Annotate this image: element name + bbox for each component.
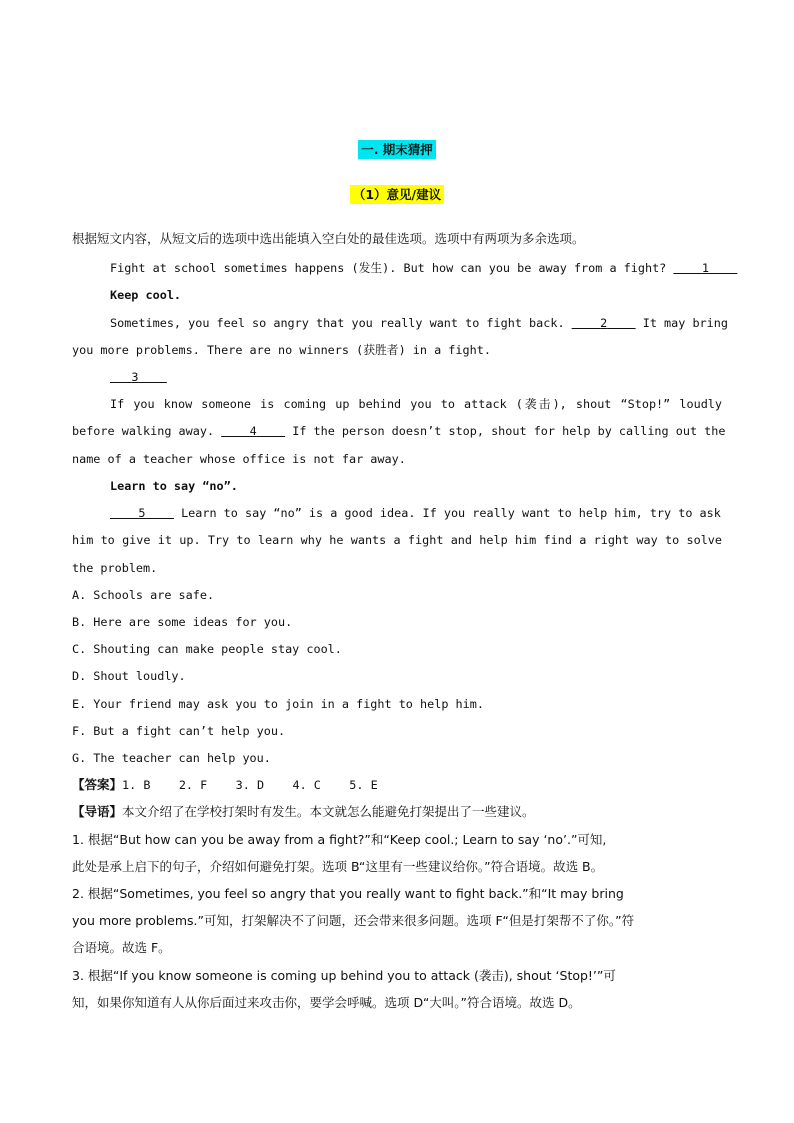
explanation-line: 2. 根据“Sometimes, you feel so angry that you really want to fight back.”和“It may bring xyxy=(72,886,624,901)
explanation-line: 3. 根据“If you know someone is coming up behind you to attack (袭击), shout ‘Stop!’”可 xyxy=(72,968,616,983)
blank-1: 1 xyxy=(701,261,709,275)
guide-line: 【导语】本文介绍了在学校打架时有发生。本文就怎么能避免打架提出了一些建议。 xyxy=(72,804,535,819)
option-e: E. Your friend may ask you to join in a fight to help him. xyxy=(72,697,484,711)
passage-line: before walking away. 4 If the person doesn’t stop, shout for help by calling out the xyxy=(72,424,726,438)
option-b: B. Here are some ideas for you. xyxy=(72,615,293,629)
explanation-line: 知，如果你知道有人从你后面过来攻击你，要学会呼喊。选项 D“大叫。”符合语境。故选 D。 xyxy=(72,995,581,1010)
passage-line: him to give it up. Try to learn why he wants a fight and help him find a right way to solve xyxy=(72,533,722,547)
section-heading: 一. 期末猜押 xyxy=(0,140,794,158)
passage-line: the problem. xyxy=(72,561,158,575)
passage-line: Fight at school sometimes happens (发生). But how can you be away from a fight? 1 xyxy=(110,260,722,276)
passage-line: you more problems. There are no winners (获胜者) in a fight. xyxy=(72,343,491,357)
passage-line xyxy=(110,369,722,385)
option-f: F. But a fight can’t help you. xyxy=(72,724,286,738)
passage-line: Sometimes, you feel so angry that you really want to fight back. 2 It may bring xyxy=(110,316,728,330)
blank-2: 2 xyxy=(600,316,608,330)
blank-4: 4 xyxy=(249,424,257,438)
passage-line: If you know someone is coming up behind you to attack (袭击), shout “Stop!” loudly xyxy=(110,397,722,411)
subheading-keep-cool: Keep cool. xyxy=(110,288,182,302)
blank-3: 3 xyxy=(131,370,139,384)
passage-line: 5 Learn to say “no” is a good idea. If you really want to help him, try to ask xyxy=(110,505,722,521)
option-g: G. The teacher can help you. xyxy=(72,751,271,765)
blank-5: 5 xyxy=(138,506,146,520)
instructions: 根据短文内容，从短文后的选项中选出能填入空白处的最佳选项。选项中有两项为多余选项。 xyxy=(72,231,585,246)
explanation-line: 合语境。故选 F。 xyxy=(72,940,171,955)
explanation-line: 此处是承上启下的句子，介绍如何避免打架。选项 B“这里有一些建议给你。”符合语境。故选 B。 xyxy=(72,859,604,874)
option-d: D. Shout loudly. xyxy=(72,669,186,683)
option-a: A. Schools are safe. xyxy=(72,588,215,602)
explanation-line: 1. 根据“But how can you be away from a fight?”和“Keep cool.; Learn to say ‘no’.”可知, xyxy=(72,832,607,847)
option-c: C. Shouting can make people stay cool. xyxy=(72,642,342,656)
subheading-learn-to-say-no: Learn to say “no”. xyxy=(110,479,238,493)
topic-heading: （1）意见/建议 xyxy=(0,185,794,203)
passage-line: name of a teacher whose office is not far away. xyxy=(72,452,406,466)
answer-line: 【答案】1. B 2. F 3. D 4. C 5. E xyxy=(72,777,378,792)
explanation-line: you more problems.”可知，打架解决不了问题，还会带来很多问题。选项 F“但是打架帮不了你。”符 xyxy=(72,913,635,928)
